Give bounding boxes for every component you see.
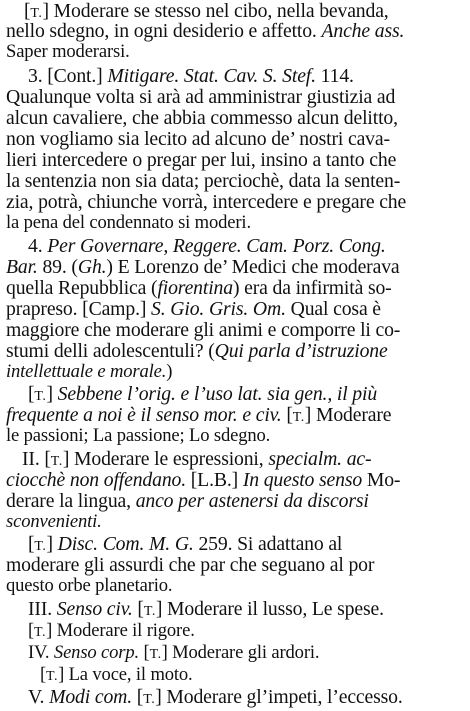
text-line	[6, 20, 404, 42]
italic-text: Bar.	[6, 256, 38, 278]
text-line	[6, 170, 400, 192]
italic-text: Gh.	[77, 256, 107, 278]
text-line	[6, 575, 172, 597]
italic-text: Senso civ.	[56, 598, 133, 620]
italic-text: Disc. Com. M. G.	[57, 533, 194, 555]
text-span: 114.	[320, 65, 354, 87]
text-span: le passioni; La passione; Lo sdegno.	[6, 425, 271, 446]
italic-text: Senso corp.	[53, 642, 140, 663]
small-caps-text: T.	[34, 389, 47, 404]
text-span: maggiore che moderare gli animi e comporre li co-	[6, 319, 401, 341]
text-span: IV.	[28, 642, 54, 663]
text-span: ] Moderare gl’impeti, l’eccesso.	[155, 686, 403, 708]
text-span: quella Repubblica (	[6, 277, 158, 299]
text-line	[6, 469, 400, 491]
small-caps-text: T.	[34, 539, 47, 554]
italic-text: specialm. ac-	[268, 448, 372, 470]
italic-text: Qui parla d’istruzione	[214, 340, 388, 362]
text-span: ] Moderare il rigore.	[46, 620, 195, 641]
text-span: ] Moderare le espressioni,	[62, 448, 269, 470]
text-span: ]	[46, 533, 58, 555]
text-span: ] Moderare gli ardori.	[161, 642, 320, 663]
text-line	[28, 642, 319, 666]
small-caps-text: T.	[30, 6, 43, 21]
text-line	[6, 554, 374, 576]
italic-text: fiorentina	[157, 277, 233, 299]
text-span: ] Moderare	[304, 404, 392, 426]
italic-text: frequente a noi è il senso mor. e civ.	[6, 404, 282, 426]
text-span: [	[24, 0, 31, 22]
text-span: [	[281, 404, 293, 426]
text-span: V.	[28, 686, 50, 708]
text-line	[28, 686, 403, 711]
text-span: ) E Lorenzo de’ Medici che moderava	[106, 256, 400, 278]
text-span: nello sdegno, in ogni desiderio e affetto.	[6, 20, 322, 42]
text-line	[6, 86, 395, 108]
text-line	[6, 149, 396, 171]
text-line	[6, 41, 130, 63]
text-span: )	[166, 361, 173, 382]
text-span: ] La voce, il moto.	[58, 664, 193, 685]
small-caps-text: T.	[149, 647, 162, 662]
text-span: 4.	[28, 235, 48, 257]
italic-text: In questo senso	[242, 469, 363, 491]
text-span: la sentenzia non sia data; perciochè, data la senten-	[6, 170, 401, 192]
text-span: Mo-	[362, 469, 401, 491]
text-span: zia, potrà, chiunche vorrà, intercedere e pregare che	[6, 191, 407, 213]
italic-text: sconvenienti.	[6, 511, 102, 532]
text-line	[6, 298, 381, 320]
text-line	[28, 65, 354, 87]
text-span: II. [	[22, 448, 51, 470]
text-line	[6, 256, 400, 278]
text-span: non vogliamo sia lecito ad alcuno de’ nostri cava-	[6, 128, 390, 150]
text-span: [	[28, 383, 35, 405]
text-line	[28, 620, 195, 644]
text-line	[6, 212, 251, 234]
italic-text: anco per astenersi da discorsi	[135, 490, 369, 512]
small-caps-text: T.	[34, 625, 47, 640]
text-line	[6, 361, 172, 383]
text-line	[6, 107, 398, 129]
text-line	[6, 340, 388, 362]
text-span: lieri intercedere o pregar per lui, insino a tanto che	[6, 149, 397, 171]
text-span: [L.B.]	[186, 469, 243, 491]
italic-text: Modi com.	[49, 686, 133, 708]
text-span: [	[40, 664, 47, 685]
text-span: ) era da infirmità so-	[232, 277, 392, 299]
text-span: Saper moderarsi.	[6, 41, 130, 62]
text-span: 3. [Cont.]	[28, 65, 108, 87]
italic-text: Mitigare. Stat. Cav. S. Stef.	[107, 65, 321, 87]
text-span: [	[28, 620, 35, 641]
text-span: [	[132, 598, 144, 620]
text-line	[6, 490, 369, 512]
italic-text: intellettuale e morale.	[6, 361, 167, 382]
text-span: [	[28, 533, 35, 555]
text-span: Qual cosa è	[285, 298, 381, 320]
small-caps-text: T.	[143, 604, 156, 619]
text-span: [	[139, 642, 150, 663]
italic-text: S. Gio. Gris. Om.	[151, 298, 286, 320]
text-line	[6, 277, 392, 299]
text-span: III.	[28, 598, 57, 620]
text-span: 89. (	[37, 256, 78, 278]
text-span: ] Moderare il lusso, Le spese.	[155, 598, 384, 620]
italic-text: Anche ass.	[321, 20, 405, 42]
text-span: la pena del condennato si moderi.	[6, 212, 251, 233]
text-line	[6, 128, 390, 150]
text-span: derare la lingua,	[6, 490, 136, 512]
small-caps-text: T.	[143, 692, 156, 707]
text-span: prapreso. [Camp.]	[6, 298, 152, 320]
small-caps-text: T.	[292, 410, 305, 425]
text-line	[28, 235, 386, 257]
text-line	[6, 511, 102, 533]
text-span: stumi delli adolescentuli? (	[6, 340, 215, 362]
text-line	[40, 664, 193, 688]
text-span: Qualunque volta si arà ad amministrar giustizia ad	[6, 86, 396, 108]
italic-text: ciocchè non offendano.	[6, 469, 186, 491]
text-span: questo orbe planetario.	[6, 575, 173, 596]
text-span: ]	[46, 383, 58, 405]
text-span: moderare gli assurdi che par che seguano al por	[6, 554, 375, 576]
text-line	[6, 191, 406, 213]
small-caps-text: T.	[46, 669, 59, 684]
text-span: alcun cavaliere, che abbia commesso alcun delitto,	[6, 107, 398, 129]
text-span: ] Moderare se stesso nel cibo, nella bevanda,	[42, 0, 389, 22]
italic-text: Sebbene l’orig. e l’uso lat. sia gen., il più	[57, 383, 378, 405]
text-line	[6, 425, 270, 447]
italic-text: Per Governare, Reggere. Cam. Porz. Cong.	[47, 235, 386, 257]
text-span: [	[132, 686, 144, 708]
text-line	[6, 319, 400, 341]
small-caps-text: T.	[50, 454, 63, 469]
text-span: 259. Si adattano al	[193, 533, 343, 555]
